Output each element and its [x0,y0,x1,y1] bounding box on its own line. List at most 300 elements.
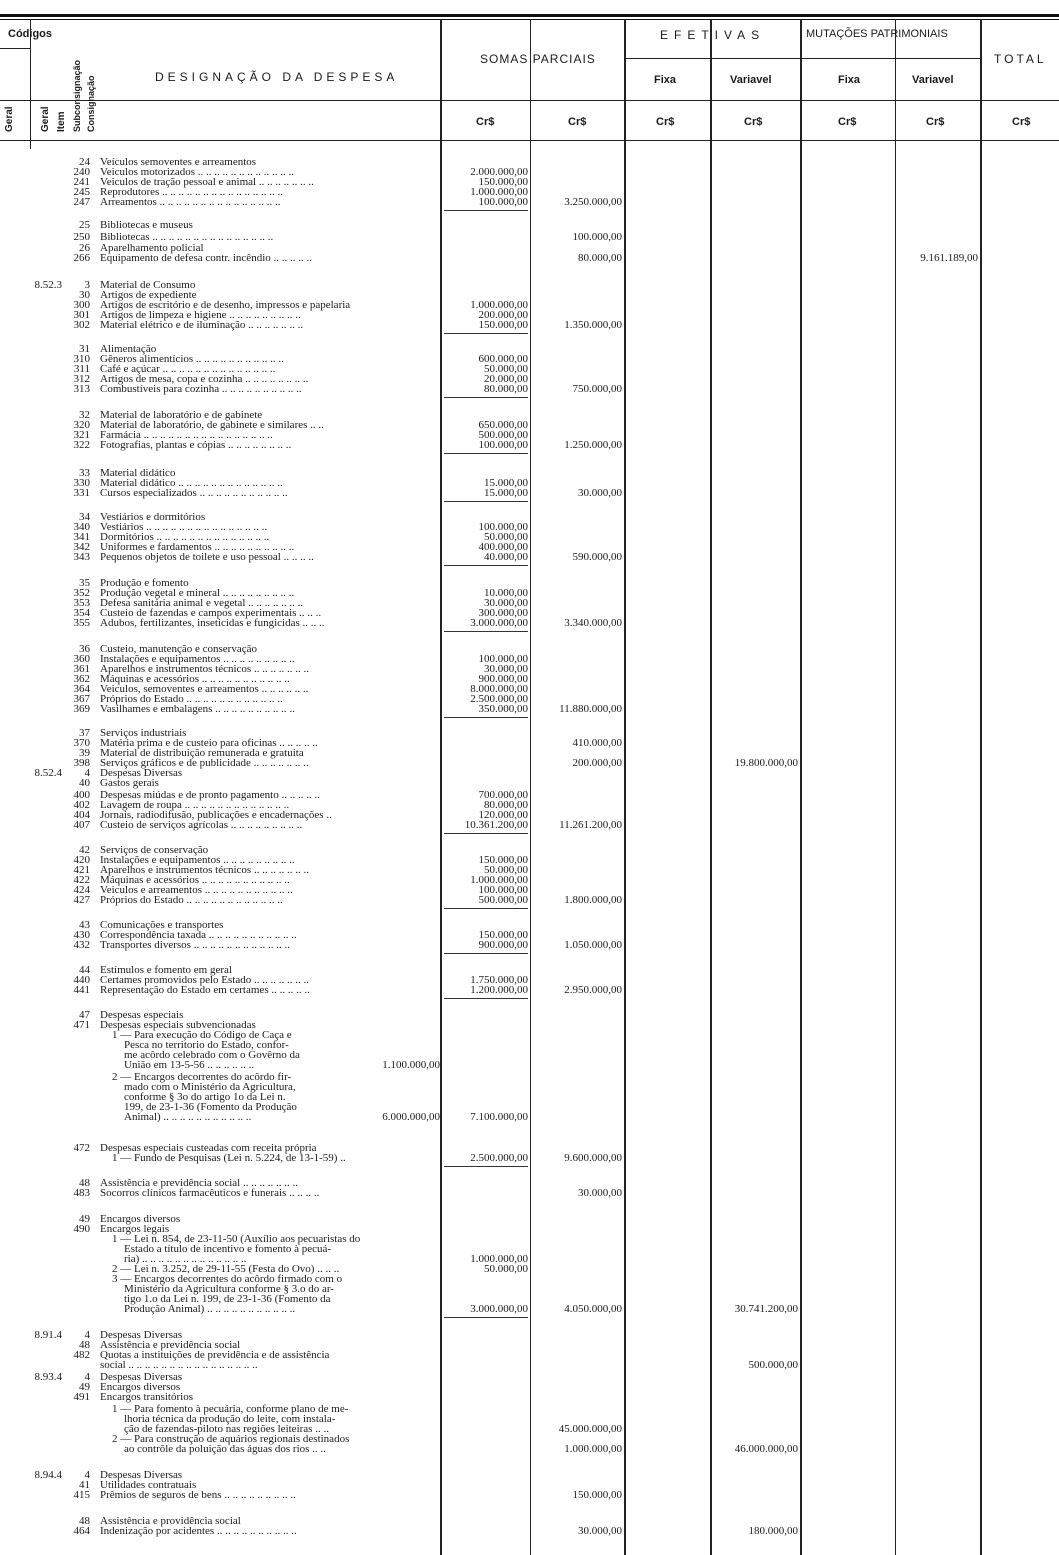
code-item: 360 [73,653,90,665]
currency-label: Cr$ [476,116,495,128]
inline-amount: 6.000.000,00 [382,1111,440,1123]
code-item: 421 [73,864,90,876]
amount-efetivas-variavel: 30.741.200,00 [734,1303,798,1315]
expense-description: ao contrôle da poluição das águas dos rios .. .. [124,1444,326,1455]
amount-somas-1: 150.000,00 [478,854,528,866]
expense-description: Serviços industriais [100,728,187,739]
header-mutacoes: MUTAÇÕES PATRIMONIAIS [806,28,948,40]
expense-description: Arreamentos .. .. .. .. .. .. .. .. .. .. .. .. .. .. .. [100,197,281,208]
code-item: 490 [73,1223,90,1235]
amount-somas-2: 11.880.000,00 [559,703,622,715]
amount-somas-1: 50.000,00 [484,864,528,876]
subtotal-rule [444,210,528,211]
expense-description: 1 — Lei n. 854, de 23-11-50 (Auxílio aos pecuaristas do [112,1234,361,1245]
amount-somas-2: 1.050.000,00 [564,939,622,951]
amount-somas-1: 1.750.000,00 [470,974,528,986]
top-rule [0,14,1059,17]
amount-somas-2: 30.000,00 [578,487,622,499]
amount-somas-1: 150.000,00 [478,176,528,188]
code-item: 3 [84,279,90,291]
code-item: 464 [73,1525,90,1537]
col-rule [624,19,626,1555]
code-item: 313 [73,383,90,395]
code-item: 369 [73,703,90,715]
amount-somas-2: 410.000,00 [572,737,622,749]
header-codigos: Códigos [8,28,52,40]
col-rule [895,19,896,1555]
expense-description: Representação do Estado em certames .. .. .. .. .. [100,985,310,996]
header-variavel: Variavel [730,74,772,86]
header-rule [0,140,1059,141]
expense-description: Produção Animal) .. .. .. .. .. .. .. .. .. .. .. [124,1304,296,1315]
amount-somas-1: 300.000,00 [478,607,528,619]
code-geral: 8.52.3 [34,279,62,291]
code-item: 440 [73,974,90,986]
expense-description: Encargos transitórios [100,1392,193,1403]
code-item: 330 [73,477,90,489]
expense-description: Jornais, radiodifusão, publicações e encadernações .. [100,810,332,821]
code-item: 44 [79,964,90,976]
code-item: 361 [73,663,90,675]
amount-somas-1: 1.000.000,00 [470,874,528,886]
expense-description: Aparelhos e instrumentos técnicos .. .. .. .. .. .. .. [100,664,309,675]
subtotal-rule [444,833,528,834]
expense-description: Defesa sanitária animal e vegetal .. .. .. .. .. .. .. [100,598,304,609]
expense-description: Veiculos, semoventes e arreamentos .. .. .. .. .. .. [100,684,309,695]
expense-description: Gêneros alimentícios .. .. .. .. .. .. .. .. .. .. .. [100,354,284,365]
expense-description: social .. .. .. .. .. .. .. .. .. .. .. .. .. .. .. .. [100,1360,258,1371]
expense-description: Instalações e equipamentos .. .. .. .. .. .. .. .. .. [100,654,295,665]
code-item: 4 [84,1329,90,1341]
code-item: 491 [73,1391,90,1403]
amount-somas-1: 80.000,00 [484,799,528,811]
expense-description: Próprios do Estado .. .. .. .. .. .. .. .. .. .. .. .. [100,694,283,705]
code-item: 302 [73,319,90,331]
expense-description: 1 — Para execução do Código de Caça e [112,1030,292,1041]
expense-description: Despesas especiais custeadas com receita própria [100,1143,317,1154]
header-efetivas: EFETIVAS [660,28,766,42]
code-item: 370 [73,737,90,749]
inline-amount: 1.100.000,00 [382,1059,440,1071]
subtotal-rule [444,565,528,566]
expense-description: mado com o Ministério da Agricultura, [124,1082,296,1093]
amount-somas-1: 40.000,00 [484,551,528,563]
header-item: Item [56,111,67,132]
code-item: 367 [73,693,90,705]
code-item: 266 [73,252,90,264]
subtotal-rule [444,453,528,454]
currency-label: Cr$ [568,116,587,128]
subtotal-rule [444,908,528,909]
expense-description: Cursos especializados .. .. .. .. .. .. .. .. .. .. .. [100,488,288,499]
amount-somas-1: 100.000,00 [478,884,528,896]
header-variavel: Variavel [912,74,954,86]
expense-description: Prêmios de seguros de bens .. .. .. .. .. .. .. .. .. [100,1490,296,1501]
code-item: 312 [73,373,90,385]
amount-somas-1: 50.000,00 [484,1263,528,1275]
code-item: 37 [79,727,90,739]
code-item: 355 [73,617,90,629]
code-geral: 8.93.4 [34,1371,62,1383]
header-rule [0,100,1059,101]
expense-description: me acôrdo celebrado com o Govêrno da [124,1050,300,1061]
amount-somas-1: 100.000,00 [478,439,528,451]
code-item: 424 [73,884,90,896]
code-item: 422 [73,874,90,886]
code-item: 353 [73,597,90,609]
amount-somas-2: 100.000,00 [572,231,622,243]
expense-description: conforme § 3o do artigo 1o da Lei n. [124,1092,286,1103]
amount-somas-1: 2.500.000,00 [470,693,528,705]
amount-somas-2: 3.250.000,00 [564,196,622,208]
expense-description: 2 — Para construção de aquários regionais destinados [112,1434,350,1445]
amount-somas-2: 30.000,00 [578,1525,622,1537]
currency-label: Cr$ [744,116,763,128]
expense-description: Dormitórios .. .. .. .. .. .. .. .. .. .. .. .. .. .. [100,532,270,543]
expense-description: Serviços de conservação [100,845,209,856]
expense-description: Veiculos e arreamentos .. .. .. .. .. .. .. .. .. .. .. [100,885,293,896]
expense-description: Pequenos objetos de toilete e uso pessoal .. .. .. .. [100,552,314,563]
code-item: 32 [79,409,90,421]
expense-description: 3 — Encargos decorrentes do acôrdo firmado com o [112,1274,343,1285]
amount-somas-2: 590.000,00 [572,551,622,563]
amount-somas-2: 2.950.000,00 [564,984,622,996]
code-item: 4 [84,1469,90,1481]
expense-description: tigo 1.o da Lei n. 199, de 23-1-36 (Fomento da [124,1294,331,1305]
expense-description: Farmácia .. .. .. .. .. .. .. .. .. .. .. .. .. .. .. .. [100,430,273,441]
code-item: 407 [73,819,90,831]
header-fixa: Fixa [838,74,861,86]
currency-label: Cr$ [656,116,675,128]
code-geral: 8.91.4 [34,1329,62,1341]
code-item: 404 [73,809,90,821]
amount-somas-1: 1.200.000,00 [470,984,528,996]
code-item: 36 [79,643,90,655]
expense-description: Produção vegetal e mineral .. .. .. .. .. .. .. .. .. [100,588,295,599]
amount-somas-1: 3.000.000,00 [470,617,528,629]
amount-efetivas-variavel: 19.800.000,00 [734,757,798,769]
expense-description: Veículos semoventes e arreamentos [100,157,257,168]
expense-description: Certames promovidos pelo Estado .. .. .. .. .. .. .. [100,975,309,986]
code-item: 310 [73,353,90,365]
amount-somas-1: 200.000,00 [478,309,528,321]
col-rule [530,19,531,1555]
header-consignacao: Consignação [86,75,96,132]
amount-somas-1: 900.000,00 [478,673,528,685]
expense-description: Estado a título de incentivo e fomento à pecuá- [124,1244,332,1255]
expense-description: Ministério da Agricultura conforme § 3.o do ar- [124,1284,334,1295]
amount-somas-2: 80.000,00 [578,252,622,264]
code-item: 300 [73,299,90,311]
code-item: 398 [73,757,90,769]
expense-description: Vasilhames e embalagens .. .. .. .. .. .. .. .. .. .. [100,704,295,715]
expense-description: Fotografias, plantas e cópias .. .. .. .. .. .. .. .. [100,440,292,451]
expense-description: lhoria técnica da produção do leite, com instala- [124,1414,336,1425]
amount-somas-2: 45.000.000,00 [558,1423,622,1435]
subtotal-rule [444,717,528,718]
amount-somas-1: 50.000,00 [484,363,528,375]
amount-somas-1: 1.000.000,00 [470,186,528,198]
code-item: 39 [79,747,90,759]
subtotal-rule [444,1317,528,1318]
code-item: 41 [79,1479,90,1491]
expense-description: Quotas a instituições de previdência e de assistência [100,1350,330,1361]
amount-somas-2: 30.000,00 [578,1187,622,1199]
code-item: 342 [73,541,90,553]
code-item: 49 [79,1213,90,1225]
col-rule [440,19,442,1555]
header-rule [0,48,30,49]
code-item: 49 [79,1381,90,1393]
code-item: 471 [73,1019,90,1031]
amount-somas-1: 15.000,00 [484,487,528,499]
amount-somas-2: 1.000.000,00 [564,1443,622,1455]
expense-description: ria) .. .. .. .. .. .. .. .. .. .. .. .. .. [124,1254,247,1265]
amount-somas-1: 20.000,00 [484,373,528,385]
subtotal-rule [444,397,528,398]
header-fixa: Fixa [654,74,677,86]
amount-somas-1: 650.000,00 [478,419,528,431]
expense-description: Comunicações e transportes [100,920,224,931]
expense-description: Combustíveis para cozinha .. .. .. .. .. .. .. .. .. .. [100,384,302,395]
expense-description: 2 — Lei n. 3.252, de 29-11-55 (Festa do Ovo) .. .. .. [112,1264,340,1275]
expense-description: Equipamento de defesa contr. incêndio .. .. .. .. .. [100,253,312,264]
expense-description: Socorros clínicos farmacêuticos e funerais .. .. .. .. [100,1188,320,1199]
code-item: 362 [73,673,90,685]
code-item: 441 [73,984,90,996]
expense-description: Máquinas e acessórios .. .. .. .. .. .. .. .. .. .. .. [100,674,290,685]
code-geral: 8.94.4 [34,1469,62,1481]
expense-description: Material de distribuição remunerada e gratuita [100,748,304,759]
expense-description: Custeio de fazendas e campos experimentais .. .. .. [100,608,322,619]
expense-description: Produção e fomento [100,578,189,589]
code-item: 430 [73,929,90,941]
expense-description: Veiculos motorizados .. .. .. .. .. .. .. .. .. .. .. .. [100,167,295,178]
expense-description: Próprios do Estado .. .. .. .. .. .. .. .. .. .. .. .. [100,895,283,906]
amount-somas-2: 1.800.000,00 [564,894,622,906]
amount-efetivas-variavel: 180.000,00 [748,1525,798,1537]
expense-description: Bibliotecas e museus [100,220,193,231]
header-total: TOTAL [994,52,1047,66]
amount-somas-1: 150.000,00 [478,929,528,941]
expense-description: Material didático [100,468,176,479]
amount-somas-2: 150.000,00 [572,1489,622,1501]
code-item: 472 [73,1142,90,1154]
currency-label: Cr$ [1012,116,1031,128]
expense-description: Artigos de escritório e de desenho, impressos e papelaria [100,300,351,311]
amount-somas-1: 100.000,00 [478,653,528,665]
expense-description: Correspondência taxada .. .. .. .. .. .. .. .. .. .. .. [100,930,297,941]
code-item: 25 [79,219,90,231]
expense-description: Estímulos e fomento em geral [100,965,232,976]
code-item: 48 [79,1177,90,1189]
header-subconsignacao: Subconsignação [72,59,82,132]
amount-somas-1: 10.000,00 [484,587,528,599]
expense-description: Artigos de expediente [100,290,197,301]
code-item: 343 [73,551,90,563]
amount-somas-1: 700.000,00 [478,789,528,801]
amount-somas-1: 350.000,00 [478,703,528,715]
col-rule [980,19,982,1555]
code-item: 420 [73,854,90,866]
code-item: 24 [79,156,90,168]
amount-somas-1: 50.000,00 [484,531,528,543]
expense-description: Veiculos de tração pessoal e animal .. .. .. .. .. .. .. [100,177,314,188]
expense-description: Vestiários e dormitórios [100,512,206,523]
code-item: 247 [73,196,90,208]
code-item: 33 [79,467,90,479]
expense-description: Encargos diversos [100,1382,181,1393]
amount-somas-2: 4.050.000,00 [564,1303,622,1315]
header-rule [624,58,980,59]
expense-description: Material elétrico e de iluminação .. .. .. .. .. .. .. [100,320,304,331]
code-item: 43 [79,919,90,931]
amount-somas-1: 120.000,00 [478,809,528,821]
expense-description: Aparelhos e instrumentos técnicos .. .. .. .. .. .. .. [100,865,309,876]
amount-somas-1: 2.000.000,00 [470,166,528,178]
expense-description: Reprodutores .. .. .. .. .. .. .. .. .. .. .. .. .. .. .. [100,187,284,198]
amount-somas-1: 150.000,00 [478,319,528,331]
expense-description: Custeio, manutenção e conservação [100,644,257,655]
code-item: 48 [79,1515,90,1527]
amount-somas-1: 30.000,00 [484,597,528,609]
code-item: 47 [79,1009,90,1021]
amount-somas-2: 1.350.000,00 [564,319,622,331]
expense-description: Animal) .. .. .. .. .. .. .. .. .. .. .. [124,1112,252,1123]
col-rule [710,19,712,1555]
expense-description: Despesas especiais subvencionadas [100,1020,256,1031]
expense-description: Despesas Diversas [100,1330,183,1341]
subtotal-rule [444,631,528,632]
expense-description: Despesas Diversas [100,1470,183,1481]
code-item: 48 [79,1339,90,1351]
code-item: 364 [73,683,90,695]
amount-somas-1: 600.000,00 [478,353,528,365]
expense-description: ção de fazendas-piloto nas regiões leiteiras .. .. [124,1424,329,1435]
expense-description: Máquinas e acessórios .. .. .. .. .. .. .. .. .. .. .. [100,875,290,886]
amount-somas-2: 11.261.200,00 [559,819,622,831]
amount-somas-1: 1.000.000,00 [470,299,528,311]
code-item: 241 [73,176,90,188]
amount-somas-1: 3.000.000,00 [470,1303,528,1315]
code-geral: 8.52.4 [34,767,62,779]
code-item: 400 [73,789,90,801]
expense-description: Assistência e previdência social .. .. .. .. .. .. .. [100,1178,298,1189]
expense-description: Artigos de mesa, copa e cozinha .. .. .. .. .. .. .. .. [100,374,309,385]
expense-description: Lavagem de roupa .. .. .. .. .. .. .. .. .. .. .. .. .. [100,800,290,811]
amount-somas-1: 8.000.000,00 [470,683,528,695]
expense-description: Pesca no territorio do Estado, confor- [124,1040,289,1051]
amount-efetivas-variavel: 46.000.000,00 [734,1443,798,1455]
code-item: 354 [73,607,90,619]
subtotal-rule [444,501,528,502]
code-item: 301 [73,309,90,321]
amount-somas-2: 1.250.000,00 [564,439,622,451]
expense-description: Indenização por acidentes .. .. .. .. .. .. .. .. .. .. [100,1526,297,1537]
header-geral: Geral [4,106,15,132]
code-item: 483 [73,1187,90,1199]
expense-description: Despesas miúdas e de pronto pagamento .. .. .. .. .. [100,790,320,801]
code-item: 250 [73,231,90,243]
expense-description: Material de laboratório e de gabinete [100,410,263,421]
subtotal-rule [444,333,528,334]
amount-efetivas-variavel: 500.000,00 [748,1359,798,1371]
amount-somas-1: 15.000,00 [484,477,528,489]
expense-description: Assistência e previdência social [100,1340,241,1351]
code-item: 432 [73,939,90,951]
expense-description: Artigos de limpeza e higiene .. .. .. .. .. .. .. .. .. [100,310,301,321]
amount-mutacoes-variavel: 9.161.189,00 [920,252,978,264]
expense-description: Instalações e equipamentos .. .. .. .. .. .. .. .. .. [100,855,295,866]
code-item: 320 [73,419,90,431]
expense-description: Encargos diversos [100,1214,181,1225]
amount-somas-1: 80.000,00 [484,383,528,395]
code-item: 240 [73,166,90,178]
code-item: 31 [79,343,90,355]
header-somas-parciais: SOMAS PARCIAIS [480,52,596,66]
expense-description: Matéria prima e de custeio para oficinas .. .. .. .. .. [100,738,318,749]
amount-somas-1: 100.000,00 [478,521,528,533]
code-item: 331 [73,487,90,499]
amount-somas-1: 2.500.000,00 [470,1152,528,1164]
expense-description: Despesas Diversas [100,768,183,779]
expense-description: Custeio de serviços agrícolas .. .. .. .. .. .. .. .. .. [100,820,303,831]
amount-somas-1: 7.100.000,00 [470,1111,528,1123]
expense-description: Bibliotecas .. .. .. .. .. .. .. .. .. .. .. .. .. .. .. [100,232,274,243]
expense-description: Transportes diversos .. .. .. .. .. .. .. .. .. .. .. .. [100,940,290,951]
expense-description: Material didático .. .. .. .. .. .. .. .. .. .. .. .. .. [100,478,283,489]
expense-description: Material de Consumo [100,280,196,291]
code-item: 321 [73,429,90,441]
code-item: 42 [79,844,90,856]
subtotal-rule [444,998,528,999]
code-item: 245 [73,186,90,198]
expense-description: Encargos legais [100,1224,170,1235]
amount-somas-1: 500.000,00 [478,429,528,441]
code-item: 352 [73,587,90,599]
expense-description: Assistência e providência social [100,1516,241,1527]
code-item: 4 [84,767,90,779]
col-rule [800,19,802,1555]
expense-description: Uniformes e fardamentos .. .. .. .. .. .. .. .. .. .. [100,542,295,553]
subtotal-rule [444,1166,528,1167]
code-item: 34 [79,511,90,523]
code-item: 482 [73,1349,90,1361]
expense-description: Serviços gráficos e de publicidade .. .. .. .. .. .. .. [100,758,309,769]
expense-description: 2 — Encargos decorrentes do acôrdo fir- [112,1072,292,1083]
currency-label: Cr$ [838,116,857,128]
currency-label: Cr$ [926,116,945,128]
code-item: 322 [73,439,90,451]
amount-somas-1: 500.000,00 [478,894,528,906]
expense-description: Aparelhamento policial [100,243,204,254]
expense-description: União em 13-5-56 .. .. .. .. .. .. [124,1060,255,1071]
expense-description: Vestiários .. .. .. .. .. .. .. .. .. .. .. .. .. .. .. [100,522,268,533]
amount-somas-1: 10.361.200,00 [464,819,528,831]
code-item: 427 [73,894,90,906]
amount-somas-2: 200.000,00 [572,757,622,769]
code-item: 341 [73,531,90,543]
code-item: 415 [73,1489,90,1501]
code-item: 26 [79,242,90,254]
expense-description: Alimentação [100,344,157,355]
amount-somas-1: 400.000,00 [478,541,528,553]
code-item: 311 [73,363,90,375]
amount-somas-1: 30.000,00 [484,663,528,675]
expense-description: Café e açúcar .. .. .. .. .. .. .. .. .. .. .. .. .. .. [100,364,276,375]
code-item: 40 [79,777,90,789]
expense-description: Utilidades contratuais [100,1480,197,1491]
